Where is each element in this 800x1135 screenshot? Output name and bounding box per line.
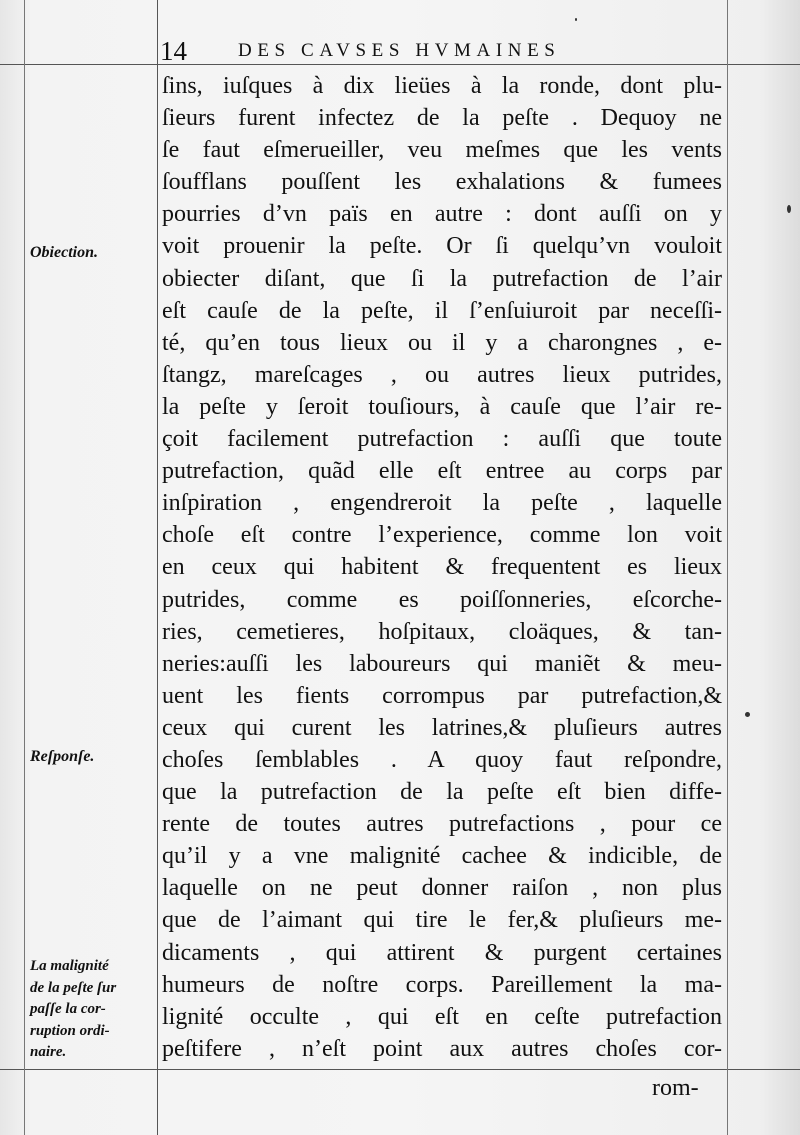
paper-speck (787, 205, 791, 213)
text-line: que la putrefaction de la peſte eſt bien diffe- (162, 779, 722, 806)
text-line: rente de toutes autres putrefactions , pour ce (162, 811, 722, 838)
footer-rule (0, 1069, 800, 1070)
text-line: choſes ſemblables . A quoy faut reſpondre, (162, 746, 722, 773)
text-line: ceux qui curent les latrines,& pluſieurs autres (162, 714, 722, 741)
text-line: ſtangz, mareſcages , ou autres lieux putrides, (162, 361, 722, 388)
margin-column-rule (157, 0, 158, 1135)
text-line: peſtifere , n’eſt point aux autres choſes cor- (162, 1035, 722, 1062)
running-title: DES CAVSES HVMAINES (238, 40, 561, 61)
text-line: uent les fients corrompus par putrefaction,& (162, 682, 722, 709)
text-line: choſe eſt contre l’experience, comme lon voit (162, 522, 722, 549)
margin-note-objection: Obiection. (30, 244, 98, 261)
page-number: 14 (160, 36, 187, 66)
main-text-block (162, 70, 722, 1065)
text-line: ſe faut eſmerueiller, veu meſmes que les vents (162, 137, 722, 164)
text-line: la peſte y ſeroit touſiours, à cauſe que l’air re- (162, 393, 722, 420)
text-line: ries, cemetieres, hoſpitaux, cloäques, & tan- (162, 618, 722, 645)
text-line: pourries d’vn païs en autre : dont auſſi on y (162, 201, 722, 228)
text-line: humeurs de noſtre corps. Pareillement la ma- (162, 971, 722, 998)
text-line: té, qu’en tous lieux ou il y a charongnes , e- (162, 329, 722, 356)
text-line: obiecter diſant, que ſi la putrefaction de l’air (162, 265, 722, 292)
margin-note-response: Reſponſe. (30, 748, 95, 765)
margin-note-malignity (30, 956, 150, 1064)
text-line: putrides, comme es poiſſonneries, eſcorche- (162, 586, 722, 613)
text-line: putrefaction, quãd elle eſt entree au corps par (162, 458, 722, 485)
paper-speck (575, 18, 577, 21)
text-line: ſins, iuſques à dix lieües à la ronde, dont plu- (162, 73, 722, 99)
text-line: çoit facilement putrefaction : auſſi que toute (162, 426, 722, 453)
catchword: rom- (652, 1075, 699, 1101)
margin-note-line: ruption ordi- (30, 1022, 110, 1039)
text-line: ſieurs furent infectez de la peſte . Dequoy ne (162, 105, 722, 132)
margin-note-line: La malignité (30, 958, 109, 974)
text-line: lignité occulte , qui eſt en ceſte putrefaction (162, 1003, 722, 1030)
margin-note-line: paſſe la cor- (30, 1001, 106, 1017)
outer-margin-rule (24, 0, 25, 1135)
text-line: qu’il y a vne malignité cachee & indicible, de (162, 843, 722, 870)
paper-speck (745, 712, 750, 717)
margin-note-line: de la peſte ſur (30, 979, 117, 996)
text-line: que de l’aimant qui tire le fer,& pluſieurs me- (162, 907, 722, 934)
text-line: voit prouenir la peſte. Or ſi quelqu’vn vouloit (162, 233, 722, 260)
text-line: ſoufflans pouſſent les exhalations & fumees (162, 169, 722, 196)
running-header (160, 36, 720, 66)
text-line: laquelle on ne peut donner raiſon , non plus (162, 875, 722, 902)
text-line: neries:auſſi les laboureurs qui maniẽt & meu- (162, 650, 722, 677)
text-line: dicaments , qui attirent & purgent certaines (162, 939, 722, 966)
text-line: eſt cauſe de la peſte, il ſ’enſuiuroit par neceſſi- (162, 297, 722, 324)
text-line: inſpiration , engendreroit la peſte , laquelle (162, 490, 722, 517)
text-line: en ceux qui habitent & frequentent es lieux (162, 554, 722, 581)
margin-note-line: naire. (30, 1044, 67, 1060)
right-margin-rule (727, 0, 728, 1135)
